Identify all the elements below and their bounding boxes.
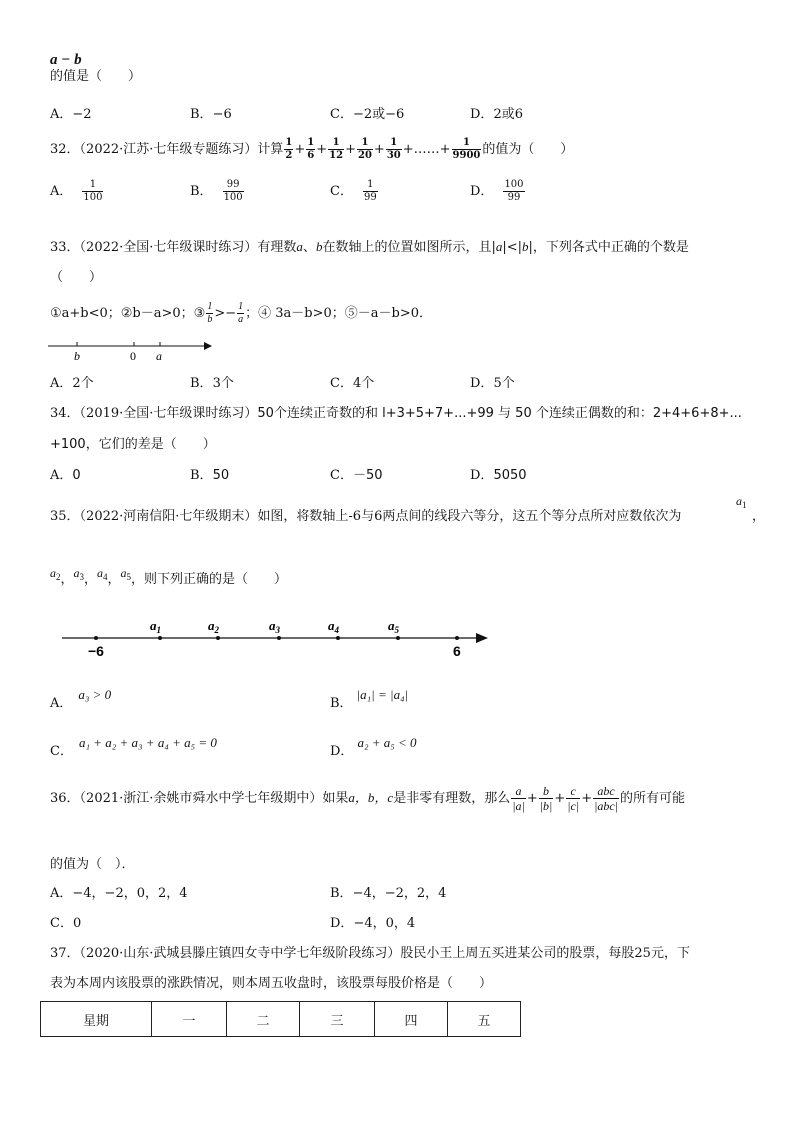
q36-term-c: $\frac{c}{|c|}$ (567, 784, 580, 813)
q35-source: （2022·河南信阳·七年级期末） (79, 509, 258, 524)
q31-stem: 的值是（ ） (50, 69, 142, 84)
q37-stem-line2: 表为本周内该股票的涨跌情况，则本周五收盘时，该股票每股价格是（ ） (50, 976, 493, 991)
table-row (41, 1002, 521, 1037)
q37-price-table (40, 1001, 521, 1037)
q36-option-c[interactable]: C．0 (50, 916, 82, 931)
q32-frac-4: $\frac{1}{20}$ (358, 137, 372, 161)
q33-label-b: b (74, 349, 80, 363)
q35-option-d[interactable]: D．a₂ + a₅ < 0 (330, 735, 417, 759)
q33-answer-paren: （ ） (50, 270, 103, 285)
q32-option-b[interactable]: B． $\frac{99}{100}$ (190, 179, 243, 203)
q35-option-c[interactable]: C．a₁ + a₂ + a₃ + a₄ + a₅ = 0 (50, 735, 217, 759)
q36-term-a: $\frac{a}{|a|}$ (512, 784, 525, 813)
q32-frac-3: $\frac{1}{12}$ (329, 137, 344, 161)
q35-label-a2: $a_2$ (208, 618, 219, 635)
q35-label-a3: $a_3$ (269, 618, 280, 635)
q35-point-a3 (277, 636, 281, 640)
q34-option-c[interactable]: C．－50 (330, 468, 383, 483)
q33-option-a[interactable]: A．2个 (50, 376, 94, 391)
q32-frac-5: $\frac{1}{30}$ (386, 137, 401, 161)
q33-source: （2022·全国·七年级课时练习） (79, 240, 258, 255)
q35-number: 35． (50, 509, 80, 524)
table-header-thu: 四 (375, 1002, 448, 1037)
q31-option-c[interactable]: C．−2或−6 (330, 107, 405, 122)
q35-point-a5 (396, 636, 400, 640)
q35-point-a1 (158, 636, 162, 640)
q33-label-a: a (156, 349, 162, 363)
table-header-mon: 一 (152, 1002, 227, 1037)
q32-option-a[interactable]: A． $\frac{1}{100}$ (50, 179, 103, 203)
q33-option-b[interactable]: B．3个 (190, 376, 234, 391)
q32-stem: 32．（2022·江苏·七年级专题练习）计算 $\frac{1}{2}$ + $\frac{1}{6}$ + $\frac{1}{12}$ + $\frac{1}{20}$ + $\frac{1}{30}$ +……+ $\frac{1}{9900}$ 的值为（ ） (50, 137, 574, 161)
q32-option-c[interactable]: C． $\frac{1}{99}$ (330, 179, 377, 203)
q32-option-d[interactable]: D． $\frac{100}{99}$ (470, 179, 524, 203)
q36-term-b: $\frac{b}{|b|}$ (539, 784, 553, 813)
q36-number: 36． (50, 791, 80, 806)
q33-stem: 33．（2022·全国·七年级课时练习）有理数a、b在数轴上的位置如图所示，且|a|<|b|，下列各式中正确的个数是 (50, 239, 689, 255)
q37-source: （2020·山东·武城县滕庄镇四女寺中学七年级阶段练习） (79, 946, 401, 961)
q36-option-a[interactable]: A．−4，−2，0，2，4 (50, 886, 188, 901)
q33-label-zero: 0 (130, 349, 136, 363)
table-header-fri: 五 (448, 1002, 521, 1037)
q35-var-a1: $a_1$ (736, 494, 747, 510)
q33-option-d[interactable]: D．5个 (470, 376, 515, 391)
q35-stem-line1: 35．（2022·河南信阳·七年级期末）如图，将数轴上-6与6两点间的线段六等分，这五个等分点所对应数依次为 (50, 509, 682, 524)
q32-number: 32． (50, 142, 80, 157)
q35-label-6: 6 (453, 643, 461, 659)
q35-point-a2 (216, 636, 220, 640)
q33-number: 33． (50, 240, 80, 255)
q31-option-a[interactable]: A．−2 (50, 107, 92, 122)
q34-stem-line1: 34．（2019·全国·七年级课时练习）50个连续正奇数的和 l+3+5+7+...+99 与 50 个连续正偶数的和：2+4+6+8+... (50, 406, 742, 421)
q35-stem-line2: $a_2$，$a_3$，$a_4$，$a_5$，则下列正确的是（ ） (50, 566, 288, 587)
q35-point-minus6 (94, 636, 98, 640)
q35-label-a4: $a_4$ (328, 618, 339, 635)
q34-option-d[interactable]: D．5050 (470, 468, 527, 483)
q35-axis-arrow (476, 633, 488, 643)
q36-option-b[interactable]: B．−4，−2，2，4 (330, 886, 447, 901)
q32-frac-1: $\frac{1}{2}$ (285, 137, 293, 161)
q35-label-minus6: −6 (88, 643, 104, 659)
table-header-tue: 二 (227, 1002, 300, 1037)
q32-frac-last: $\frac{1}{9900}$ (452, 137, 481, 161)
q35-comma: ， (752, 509, 766, 524)
table-header-wed: 三 (300, 1002, 375, 1037)
q35-option-b[interactable]: B．|a₁| = |a₄| (330, 687, 409, 711)
q33-conditions: ①a+b<0；②b－a>0；③ $\frac{1}{b}$ >− $\frac{1}{a}$ ；④ 3a－b>0；⑤－a－b>0． (50, 301, 433, 325)
q32-frac-2: $\frac{1}{6}$ (307, 137, 315, 161)
q35-point-a4 (336, 636, 340, 640)
q34-stem-line2: +100，它们的差是（ ） (50, 437, 216, 452)
q33-number-line (44, 336, 214, 364)
q35-label-a1: $a_1$ (150, 618, 161, 635)
q35-label-a5: $a_5$ (388, 618, 399, 635)
table-header-weekday: 星期 (41, 1002, 152, 1037)
q35-number-line (58, 612, 492, 660)
q35-option-a[interactable]: A．a₃ > 0 (50, 687, 112, 711)
q36-source: （2021·浙江·余姚市舜水中学七年级期中） (79, 791, 323, 806)
q37-stem-line1: 37．（2020·山东·武城县滕庄镇四女寺中学七年级阶段练习）股民小王上周五买进某公司的股票，每股25元，下 (50, 946, 690, 961)
q34-option-b[interactable]: B．50 (190, 468, 230, 483)
q31-option-d[interactable]: D．2或6 (470, 107, 523, 122)
q36-stem-line2: 的值为（ ）． (50, 857, 135, 872)
q36-term-abc: $\frac{\text{abc}}{\text{|abc|}}$ (594, 784, 619, 813)
q33-option-c[interactable]: C．4个 (330, 376, 375, 391)
q37-number: 37． (50, 946, 80, 961)
q31-expression: a − b (50, 52, 82, 68)
q35-point-6 (455, 636, 459, 640)
q33-axis-arrow (204, 342, 212, 350)
q34-option-a[interactable]: A．0 (50, 468, 81, 483)
q34-source: （2019·全国·七年级课时练习） (79, 406, 258, 421)
q34-number: 34． (50, 406, 80, 421)
q36-stem-line1: 36．（2021·浙江·余姚市舜水中学七年级期中）如果a，b，c是非零有理数，那么 $\frac{a}{|a|}$ + $\frac{b}{|b|}$ + $\frac{c}{|c|}$ + $\frac{\text{abc}}{\text{|abc|}}$ 的所有可能 (50, 784, 686, 813)
q32-source: （2022·江苏·七年级专题练习） (79, 142, 258, 157)
q36-option-d[interactable]: D．−4，0，4 (330, 916, 416, 931)
q31-option-b[interactable]: B．−6 (190, 107, 232, 122)
